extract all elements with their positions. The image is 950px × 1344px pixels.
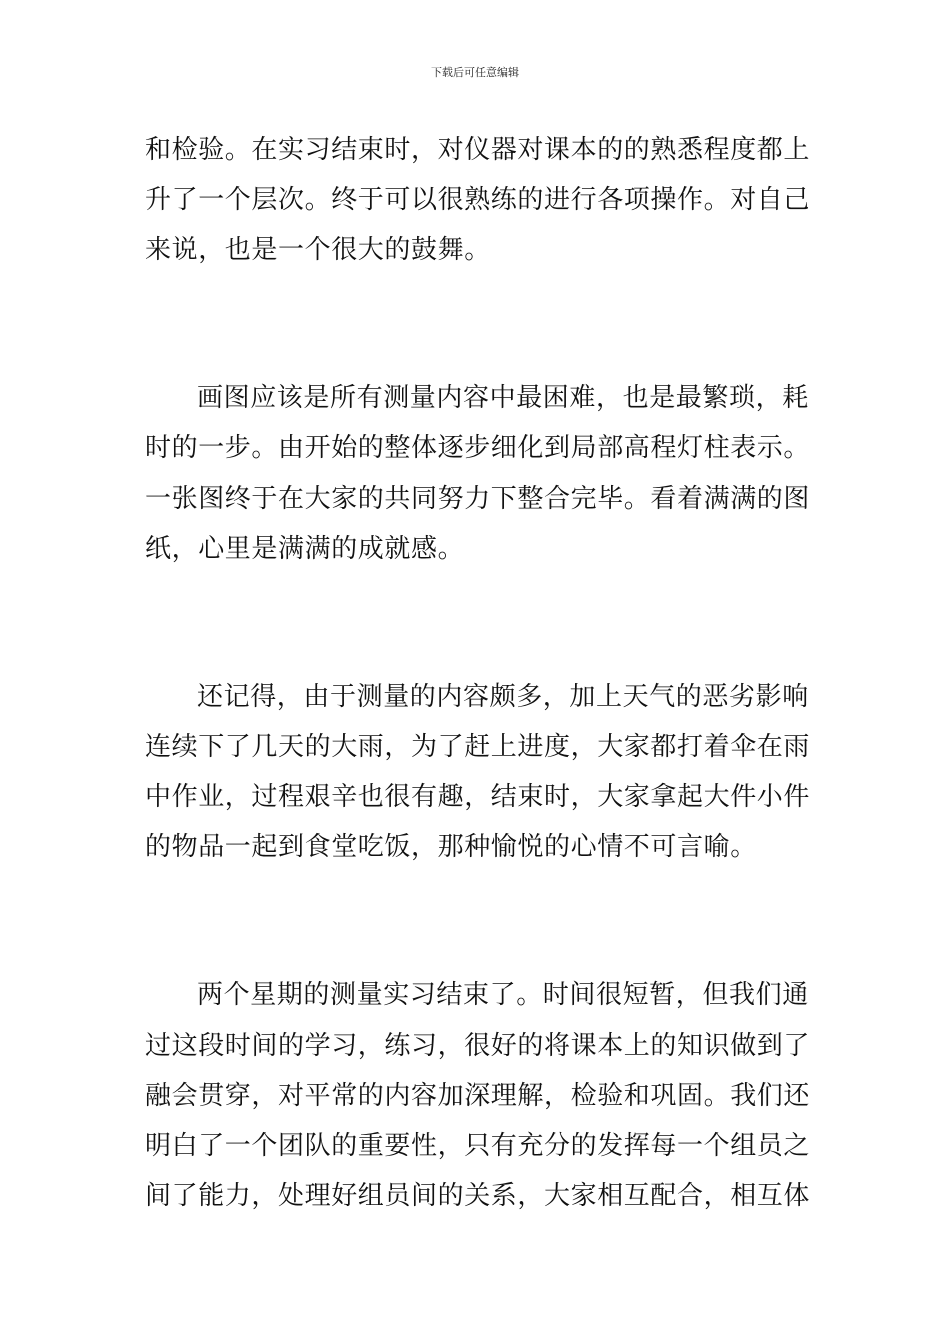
paragraph-line: 融会贯穿，对平常的内容加深理解，检验和巩固。我们还 xyxy=(145,1081,811,1111)
paragraph-line: 和检验。在实习结束时，对仪器对课本的的熟悉程度都上 xyxy=(145,135,811,165)
page-header: 下载后可任意编辑 xyxy=(431,66,519,79)
paragraph-line: 时的一步。由开始的整体逐步细化到局部高程灯柱表示。 xyxy=(145,433,811,463)
paragraph-line: 升了一个层次。终于可以很熟练的进行各项操作。对自己 xyxy=(145,185,811,215)
paragraph-line: 间了能力，处理好组员间的关系，大家相互配合，相互体 xyxy=(145,1181,811,1211)
paragraph-line: 一张图终于在大家的共同努力下整合完毕。看着满满的图 xyxy=(145,484,811,514)
paragraph-line: 的物品一起到食堂吃饭，那种愉悦的心情不可言喻。 xyxy=(145,832,757,862)
paragraph-line: 纸，心里是满满的成就感。 xyxy=(145,534,465,564)
paragraph-line: 明白了一个团队的重要性，只有充分的发挥每一个组员之 xyxy=(145,1131,811,1161)
paragraph-line: 画图应该是所有测量内容中最困难，也是最繁琐，耗 xyxy=(197,383,809,413)
paragraph-line: 过这段时间的学习，练习，很好的将课本上的知识做到了 xyxy=(145,1031,811,1061)
paragraph-line: 两个星期的测量实习结束了。时间很短暂，但我们通 xyxy=(197,980,809,1010)
paragraph-line: 中作业，过程艰辛也很有趣，结束时，大家拿起大件小件 xyxy=(145,782,811,812)
paragraph-line: 还记得，由于测量的内容颇多，加上天气的恶劣影响 xyxy=(197,682,809,712)
paragraph-line: 来说，也是一个很大的鼓舞。 xyxy=(145,235,491,265)
paragraph-line: 连续下了几天的大雨，为了赶上进度，大家都打着伞在雨 xyxy=(145,732,811,762)
